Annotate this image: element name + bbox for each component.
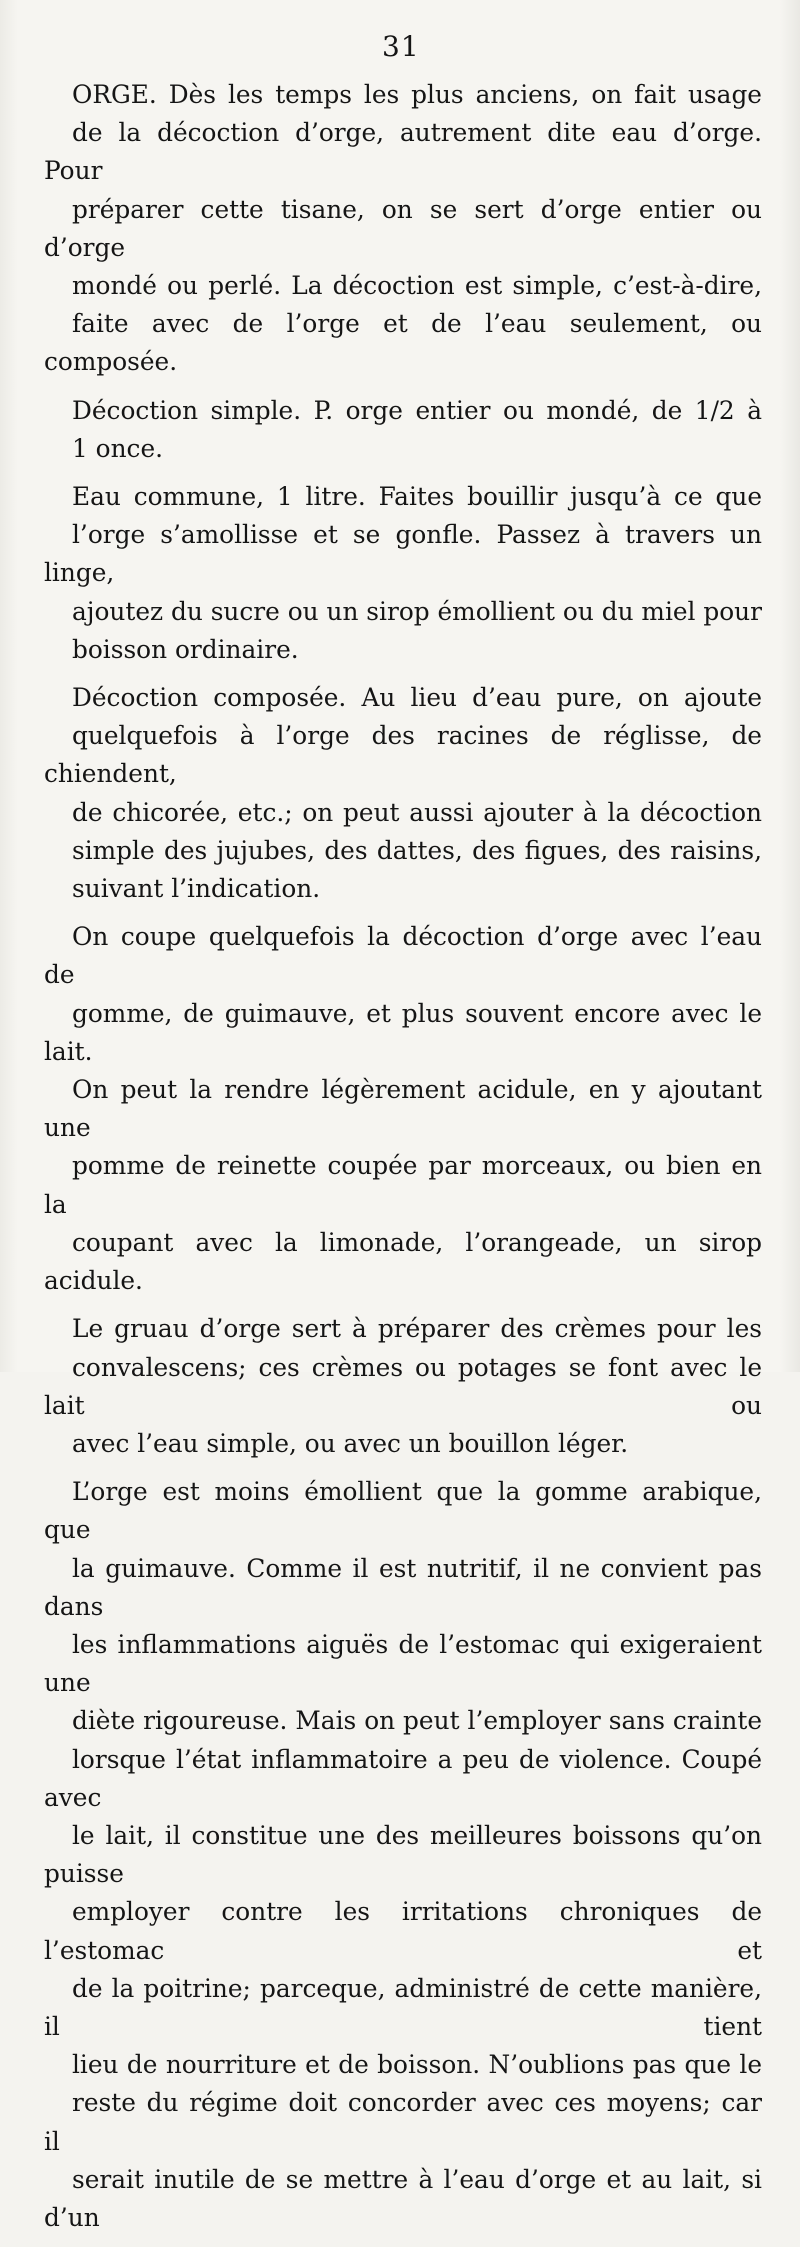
text-line: faite avec de l’orge et de l’eau seulement, ou composée. [44,309,762,377]
body-text [44,76,762,2247]
text-line: ORGE. Dès les temps les plus anciens, on fait usage [72,80,762,109]
text-line: employer contre les irritations chroniques de l’estomac et [44,1897,762,1965]
text-line: L’orge est moins émollient que la gomme arabique, que [44,1477,762,1545]
text-line: Le gruau d’orge sert à préparer des crèmes pour les [72,1314,762,1344]
paragraph-decoction-composee [44,679,762,908]
text-line: coupant avec la limonade, l’orangeade, un sirop acidule. [44,1227,762,1296]
paragraph-gruau [44,1310,762,1463]
paragraph-orge-proprietes [44,1473,762,2237]
text-line: gomme, de guimauve, et plus souvent encore avec le lait. [44,998,762,1066]
text-line: suivant l’indication. [72,874,321,904]
paragraph-eau-commune [44,478,762,669]
page-number: 31 [382,30,420,63]
text-line: lieu de nourriture et de boisson. N’oublions pas que le [72,2050,762,2080]
paragraph-orge-intro [44,76,762,382]
text-line: diète rigoureuse. Mais on peut l’employer sans crainte [72,1706,762,1736]
text-line: reste du régime doit concorder avec ces moyens; car il [44,2088,762,2156]
text-line: pomme de reinette coupée par morceaux, ou bien en la [44,1151,762,1219]
text-line: 1 once. [72,433,164,463]
text-line: l’orge s’amollisse et se gonfle. Passez à travers un linge, [44,520,762,588]
text-line: ajoutez du sucre ou un sirop émollient ou du miel pour [72,596,762,626]
text-line: On peut la rendre légèrement acidule, en y ajoutant une [44,1075,762,1143]
text-line: Eau commune, 1 litre. Faites bouillir jusqu’à ce que [72,482,762,512]
text-line: avec l’eau simple, ou avec un bouillon léger. [72,1428,629,1458]
text-line: On coupe quelquefois la décoction d’orge avec l’eau de [44,922,762,990]
paragraph-coupe [44,918,762,1300]
text-line: le lait, il constitue une des meilleures boissons qu’on puisse [44,1820,762,1889]
text-line: les inflammations aiguës de l’estomac qui exigeraient une [44,1629,762,1698]
text-line: simple des jujubes, des dattes, des figues, des raisins, [72,835,762,865]
text-line: boisson ordinaire. [72,634,299,664]
text-line: Décoction composée. Au lieu d’eau pure, on ajoute [72,683,762,713]
text-line: Décoction simple. P. orge entier ou mondé, de 1/2 à [72,395,762,425]
text-line: convalescens; ces crèmes ou potages se font avec le lait ou [44,1352,762,1420]
text-line: de la décoction d’orge, autrement dite eau d’orge. Pour [44,118,762,186]
text-line: de la poitrine; parceque, administré de cette manière, il tient [44,1973,762,2041]
text-line: quelquefois à l’orge des racines de réglisse, de chiendent, [44,721,762,789]
text-line: serait inutile de se mettre à l’eau d’orge et au lait, si d’un [44,2164,762,2232]
text-line: de chicorée, etc.; on peut aussi ajouter à la décoction [72,797,762,827]
text-line: la guimauve. Comme il est nutritif, il ne convient pas dans [44,1553,762,1621]
text-line: lorsque l’état inflammatoire a peu de violence. Coupé avec [44,1744,762,1812]
paragraph-decoction-simple [44,392,762,468]
text-line: préparer cette tisane, on se sert d’orge entier ou d’orge [44,194,762,262]
text-line: mondé ou perlé. La décoction est simple, c’est-à-dire, [72,271,762,301]
